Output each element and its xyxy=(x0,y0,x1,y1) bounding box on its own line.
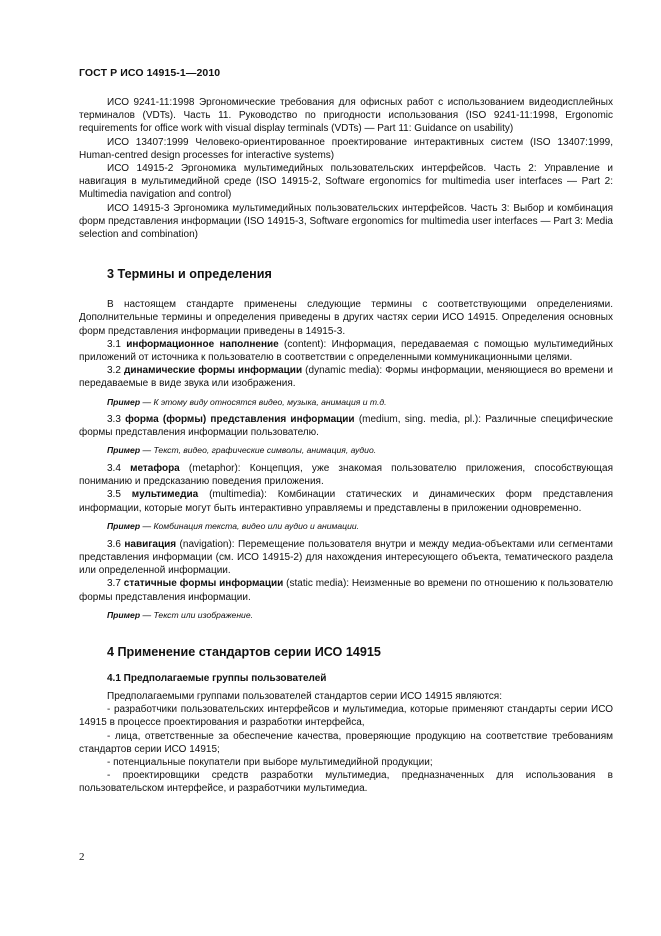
term-3-5-name: мультимедиа xyxy=(131,489,199,501)
reference-iso-13407: ИСО 13407:1999 Человеко-ориентированное проектирование интерактивных систем (ISO 13407:1999, Human-centred design processes for interactive systems) xyxy=(79,136,613,161)
term-3-3-name: форма (формы) представления информации xyxy=(125,413,355,425)
reference-iso-9241-11: ИСО 9241-11:1998 Эргономические требования для офисных работ с использованием видеодисплейных терминалов (VDTs). Часть 11. Руководство по пригодности использования (ISO 9241-11:1998, Ergonomic requirements for office work with visual display terminals (VDTs) — Part 11: Guidance on usability) xyxy=(79,97,613,135)
term-3-4: 3.4 метафора (metaphor): Концепция, уже знакомая пользователю приложения, способствующая пониманию и предсказанию поведения приложения. xyxy=(79,463,613,488)
term-3-1-name: информационное наполнение xyxy=(126,338,279,350)
list-item: - потенциальные покупатели при выборе мультимедийной продукции; xyxy=(107,756,433,768)
list-item: - проектировщики средств разработки мультимедиа, предназначенных для использования в пользовательском интерфейсе, и разработчики мультимедиа. xyxy=(79,770,613,795)
term-3-3: 3.3 форма (формы) представления информации (medium, sing. media, pl.): Различные специфические формы представления информации пользователю. xyxy=(79,413,614,438)
list-item: - разработчики пользовательских интерфейсов и мультимедиа, которые применяют стандарты серии ИСО 14915 в процессе проектирования и разработки интерфейса, xyxy=(79,704,613,729)
list-item: - лица, ответственные за обеспечение качества, проверяющие продукцию на соответствие требованиям стандартов серии ИСО 14915; xyxy=(79,730,613,755)
example-3-2: Пример — К этому виду относятся видео, музыка, анимация и т.д. xyxy=(107,396,387,407)
term-3-7: 3.7 статичные формы информации (static media): Неизменные во времени по отношению к пользователю формы представления информации. xyxy=(79,578,613,603)
document-body xyxy=(79,96,613,796)
example-3-7: Пример — Текст или изображение. xyxy=(107,609,254,620)
example-3-3: Пример — Текст, видео, графические символы, анимация, аудио. xyxy=(107,445,377,456)
term-3-7-name: статичные формы информации xyxy=(123,578,284,590)
page-number: 2 xyxy=(79,851,85,863)
term-3-6-name: навигация xyxy=(124,538,177,550)
document-header: ГОСТ Р ИСО 14915-1—2010 xyxy=(79,67,221,79)
example-3-5: Пример — Комбинация текста, видео или аудио и анимации. xyxy=(107,520,360,531)
section-4-heading: 4 Применение стандартов серии ИСО 14915 xyxy=(107,644,381,659)
term-3-5: 3.5 мультимедиа (multimedia): Комбинации статических и динамических форм представления информации, которые могут быть интерактивно управляемы и представлены в приложении одновременно. xyxy=(79,489,613,514)
term-3-2: 3.2 динамические формы информации (dynamic media): Формы информации, меняющиеся во времени и передаваемые в виде звука или изображения. xyxy=(79,365,613,390)
term-3-6: 3.6 навигация (navigation): Перемещение пользователя внутри и между медиа-объектами или сегментами представления информации (см. ИСО 14915-2) для нахождения интересующего объекта, тематического раздела или определенной информации. xyxy=(79,538,613,577)
section-4-1-intro: Предполагаемыми группами пользователей стандартов серии ИСО 14915 являются: xyxy=(107,690,502,702)
term-3-4-name: метафора xyxy=(130,463,180,475)
term-3-2-name: динамические формы информации xyxy=(123,365,303,377)
section-3-heading: 3 Термины и определения xyxy=(107,267,272,282)
reference-iso-14915-3: ИСО 14915-3 Эргономика мультимедийных пользовательских интерфейсов. Часть 3: Выбор и комбинация форм представления информации (ISO 14915-3, Software ergonomics for multimedia user interfaces — Part 3: Media selection and combination) xyxy=(79,202,613,241)
section-3-intro: В настоящем стандарте применены следующие термины с соответствующими определениями. Дополнительные термины и определения приведены в других частях серии ИСО 14915. Определения основных форм представления информации приведены в 14915-3. xyxy=(79,299,613,337)
subsection-4-1-heading: 4.1 Предполагаемые группы пользователей xyxy=(107,672,327,684)
reference-iso-14915-2: ИСО 14915-2 Эргономика мультимедийных пользовательских интерфейсов. Часть 2: Управление и навигация в мультимедийной среде (ISO 14915-2, Software ergonomics for multimedia user interfaces — Part 2: Multimedia navigation and control) xyxy=(79,163,613,201)
term-3-1: 3.1 информационное наполнение (content): Информация, передаваемая с помощью мультимедийных приложений от источника к пользователю в соответствии с определенными коммуникационными целями. xyxy=(79,338,613,364)
